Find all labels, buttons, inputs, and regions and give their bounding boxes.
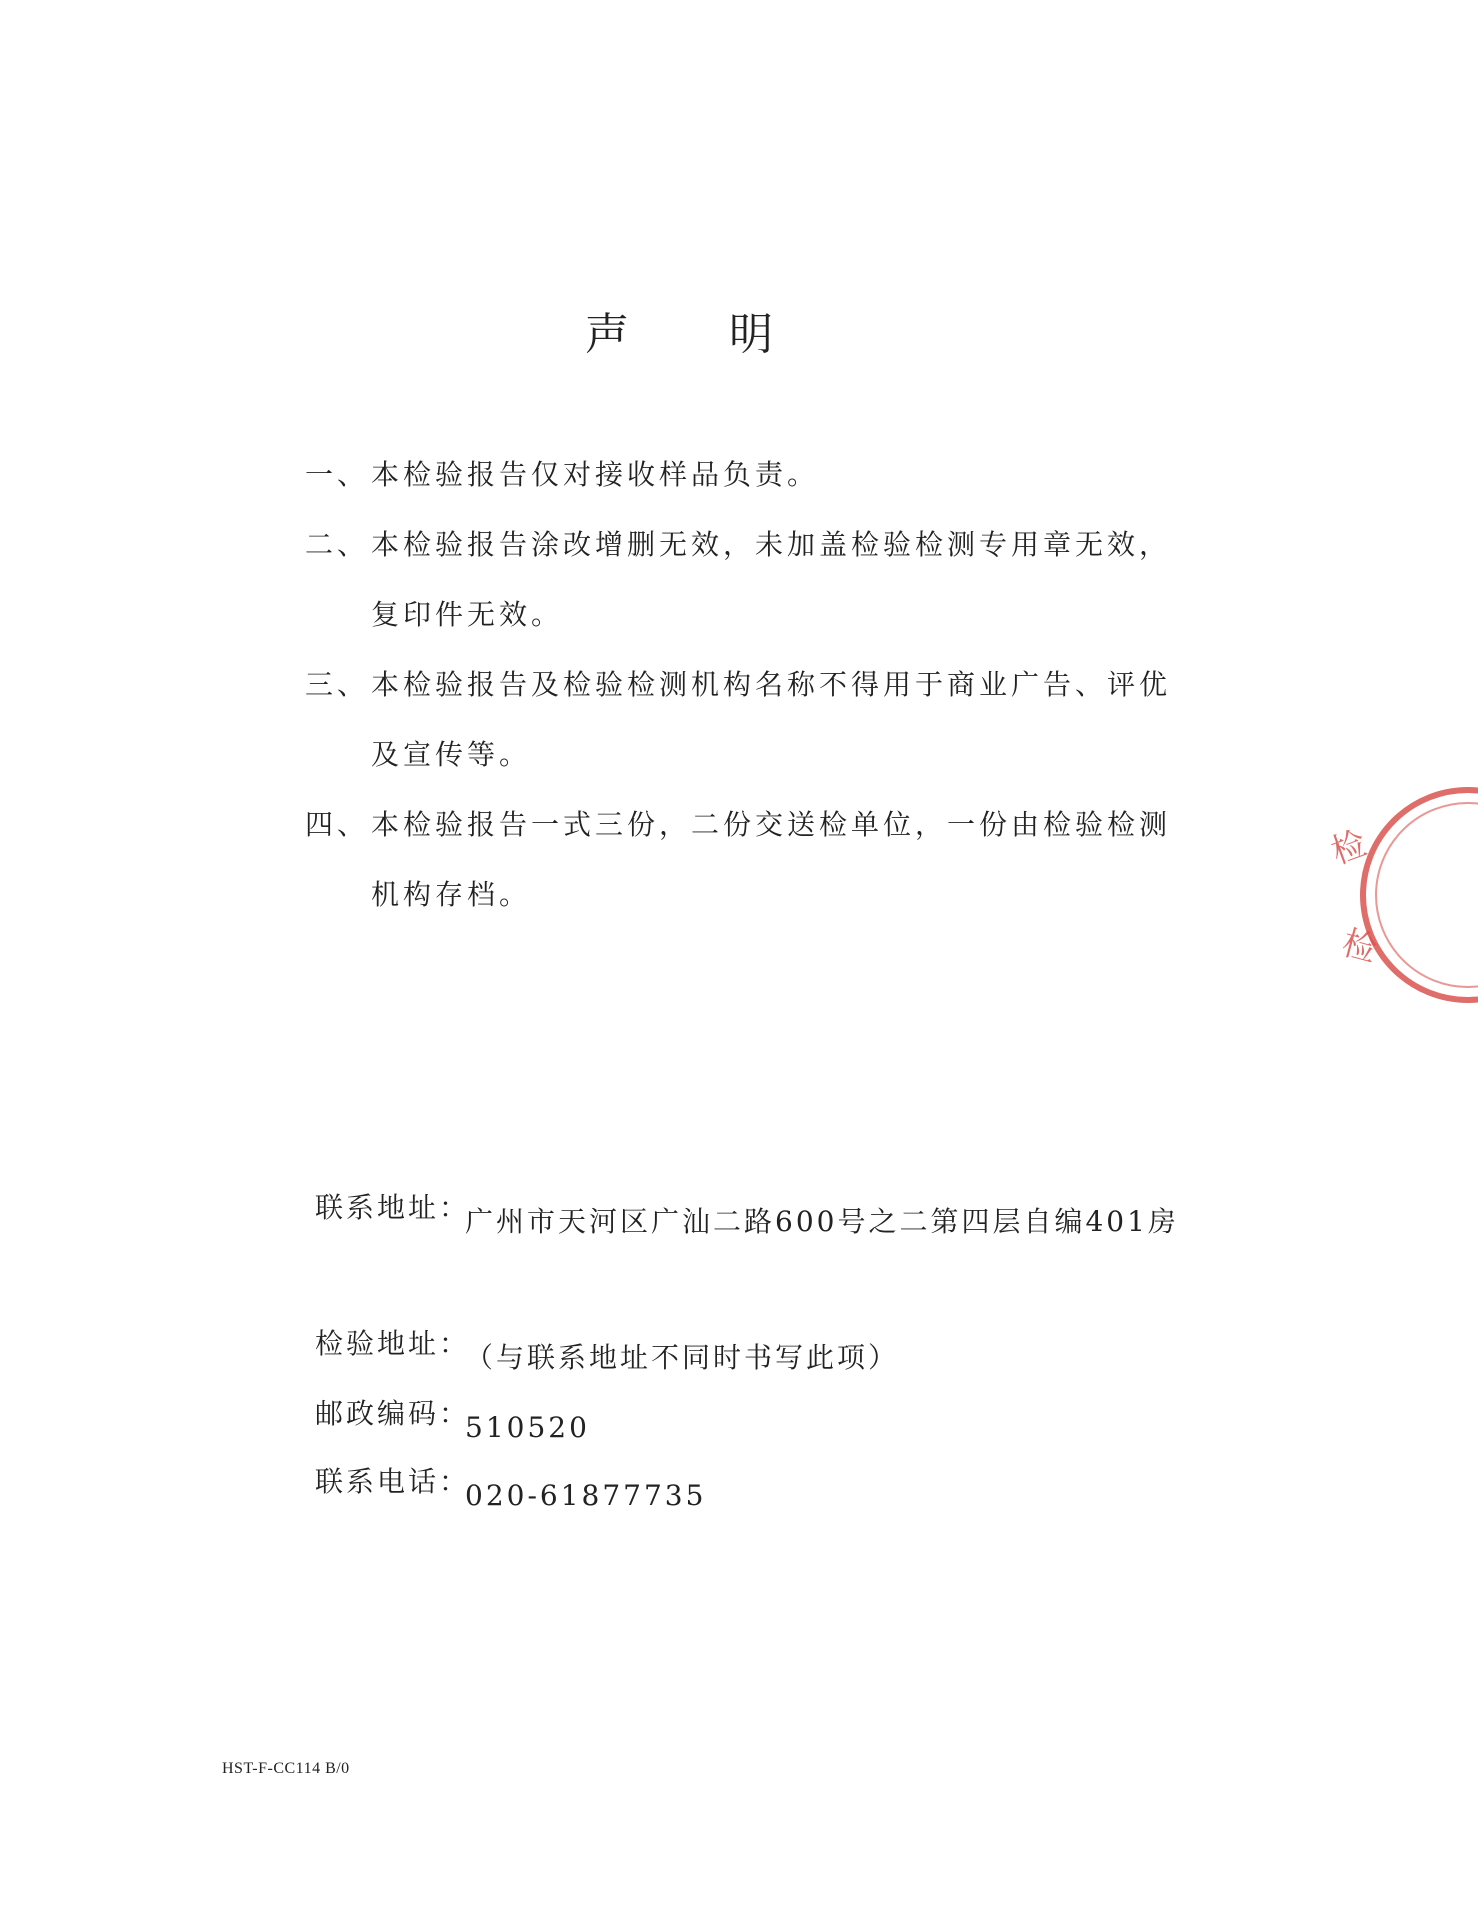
clause-4 — [305, 790, 1185, 930]
contact-address-label: 联系地址： — [315, 1191, 471, 1224]
clause-number: 二、 — [305, 528, 370, 561]
official-seal-stamp — [1318, 780, 1478, 1010]
clause-text: 本检验报告及检验检测机构名称不得用于商业广告、评优及宣传等。 — [371, 668, 1172, 771]
form-code: HST-F-CC114 B/0 — [222, 1760, 350, 1777]
clause-number: 一、 — [305, 458, 370, 491]
title-char-1: 声 — [585, 309, 629, 360]
contact-phone-label: 联系电话： — [315, 1465, 471, 1498]
clause-text: 本检验报告涂改增删无效，未加盖检验检测专用章无效，复印件无效。 — [371, 528, 1172, 631]
clause-number: 三、 — [305, 668, 370, 701]
clause-3 — [305, 650, 1185, 790]
clause-text: 本检验报告仅对接收样品负责。 — [371, 458, 820, 491]
contact-address — [315, 1186, 1195, 1258]
inspection-address-value: （与联系地址不同时书写此项） — [465, 1341, 900, 1374]
svg-text:检: 检 — [1337, 922, 1382, 971]
clause-2 — [305, 510, 1185, 650]
title-char-2: 明 — [729, 309, 773, 360]
clause-text: 本检验报告一式三份，二份交送检单位，一份由检验检测机构存档。 — [371, 808, 1172, 911]
postal-code — [315, 1392, 1195, 1464]
postal-code-label: 邮政编码： — [315, 1397, 471, 1430]
postal-code-value: 510520 — [465, 1411, 590, 1444]
clause-1 — [305, 440, 1185, 510]
page-title — [0, 298, 1358, 362]
inspection-address-label: 检验地址： — [315, 1327, 471, 1360]
clause-number: 四、 — [305, 808, 370, 841]
contact-address-value: 广州市天河区广汕二路600号之二第四层自编401房 — [465, 1205, 1179, 1238]
contact-phone — [315, 1460, 1195, 1532]
inspection-address — [315, 1322, 1195, 1394]
contact-phone-value: 020-61877735 — [465, 1479, 707, 1512]
svg-text:检: 检 — [1326, 823, 1372, 873]
